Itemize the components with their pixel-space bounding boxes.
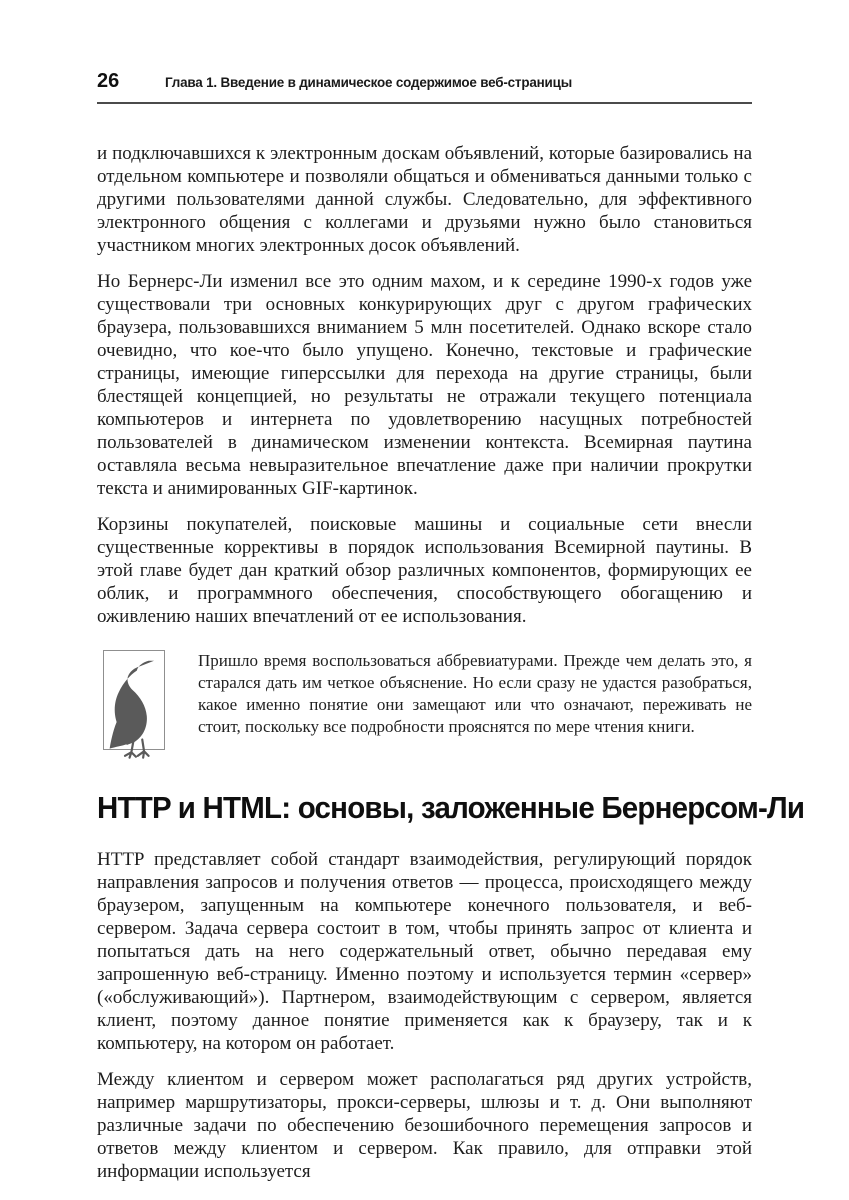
note-text: Пришло время воспользоваться аббревиатурами. Прежде чем делать это, я старался дать им четкое объяснение. Но если сразу не удастся разобраться, какое именно понятие они замещают или что означают, переживать не стоит, поскольку все подробности прояснятся по мере чтения книги. [198, 651, 752, 736]
note-icon-frame [103, 650, 165, 750]
body-copy [97, 142, 805, 1183]
paragraph-3: Корзины покупателей, поисковые машины и социальные сети внесли существенные коррективы в порядок использования Всемирной паутины. В этой главе будет дан краткий обзор различных компонентов, формирующих ее облик, и программного обеспечения, способствующего обогащению и оживлению наших впечатлений от ее использования. [97, 514, 752, 627]
paragraph-4: HTTP представляет собой стандарт взаимодействия, регулирующий порядок направления запросов и получения ответов — процесса, происходящего между браузером, запущенным на компьютере конечного пользователя, и веб-сервером. Задача сервера состоит в том, чтобы принять запрос от клиента и попытаться дать на него содержательный ответ, обычно передавая ему запрошенную веб-страницу. Именно поэтому и используется термин «сервер» («обслуживающий»). Партнером, взаимодействующим с сервером, является клиент, поэтому данное понятие применяется как к браузеру, так и к компьютеру, на котором он работает. [97, 849, 752, 1054]
paragraph-5: Между клиентом и сервером может располагаться ряд других устройств, например маршрутизаторы, прокси-серверы, шлюзы и т. д. Они выполняют различные задачи по обеспечению безошибочного перемещения запросов и ответов между клиентом и сервером. Как правило, для отправки этой информации используется [97, 1069, 752, 1182]
paragraph-1: и подключавшихся к электронным доскам объявлений, которые базировались на отдельном компьютере и позволяли общаться и обмениваться данными только с другими пользователями данной службы. Следовательно, для эффективного электронного общения с коллегами и друзьями нужно было становиться участником многих электронных досок объявлений. [97, 143, 752, 256]
running-head [97, 70, 752, 104]
page-number: 26 [97, 70, 120, 92]
note-block [97, 650, 752, 750]
chapter-title: Глава 1. Введение в динамическое содержимое веб-страницы [165, 74, 572, 90]
paragraph-2: Но Бернерс-Ли изменил все это одним махом, и к середине 1990-х годов уже существовали три основных конкурирующих друг с другом графических браузера, пользовавшихся вниманием 5 млн посетителей. Однако вскоре стало очевидно, что кое-что было упущено. Конечно, текстовые и графические страницы, имеющие гиперссылки для перехода на другие страницы, были блестящей концепцией, но результаты не отражали текущего потенциала компьютеров и интернета по удовлетворению насущных потребностей пользователей в динамическом изменении контекста. Всемирная паутина оставляла весьма невыразительное впечатление даже при наличии прокрутки текста и анимированных GIF-картинок. [97, 271, 752, 499]
section-heading: HTTP и HTML: основы, заложенные Бернерсом-Ли [97, 790, 805, 825]
